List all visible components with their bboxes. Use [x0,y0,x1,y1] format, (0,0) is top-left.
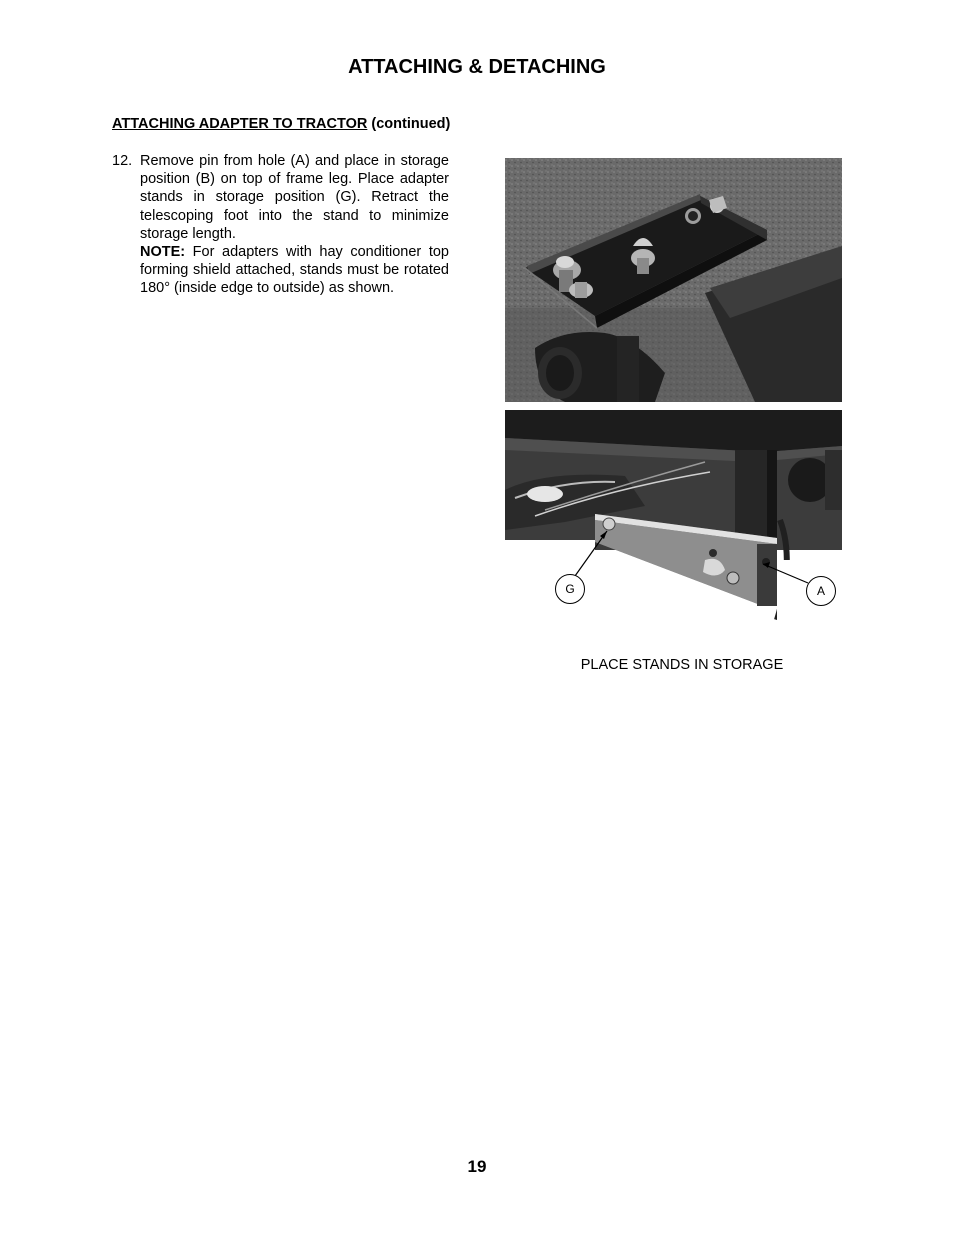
note-label: NOTE: [140,244,186,261]
note-text: For adapters with hay conditioner top forming shield attached, stands must be rotated 180° (inside edge to outside) as shown. [140,244,449,297]
callout-a: A [806,576,836,606]
step-12 [112,152,449,298]
figure-caption: PLACE STANDS IN STORAGE [580,657,784,673]
page-number: 19 [467,1157,487,1176]
section-heading-suffix: (continued) [367,116,451,132]
step-body [140,152,449,298]
callout-g: G [555,574,585,604]
page-title: ATTACHING & DETACHING [348,56,606,78]
step-number: 12. [112,153,133,169]
frame-leg-photo [505,158,842,402]
frame-leg-photo-graphic [505,158,842,402]
step-instruction: Remove pin from hole (A) and place in storage position (B) on top of frame leg. Place adapter stands in storage position (G). Retract the telescoping foot into the stand to minimize storage length. [140,153,449,242]
section-heading-title: ATTACHING ADAPTER TO TRACTOR [112,116,368,132]
section-heading [112,116,450,132]
step-note [140,243,449,298]
